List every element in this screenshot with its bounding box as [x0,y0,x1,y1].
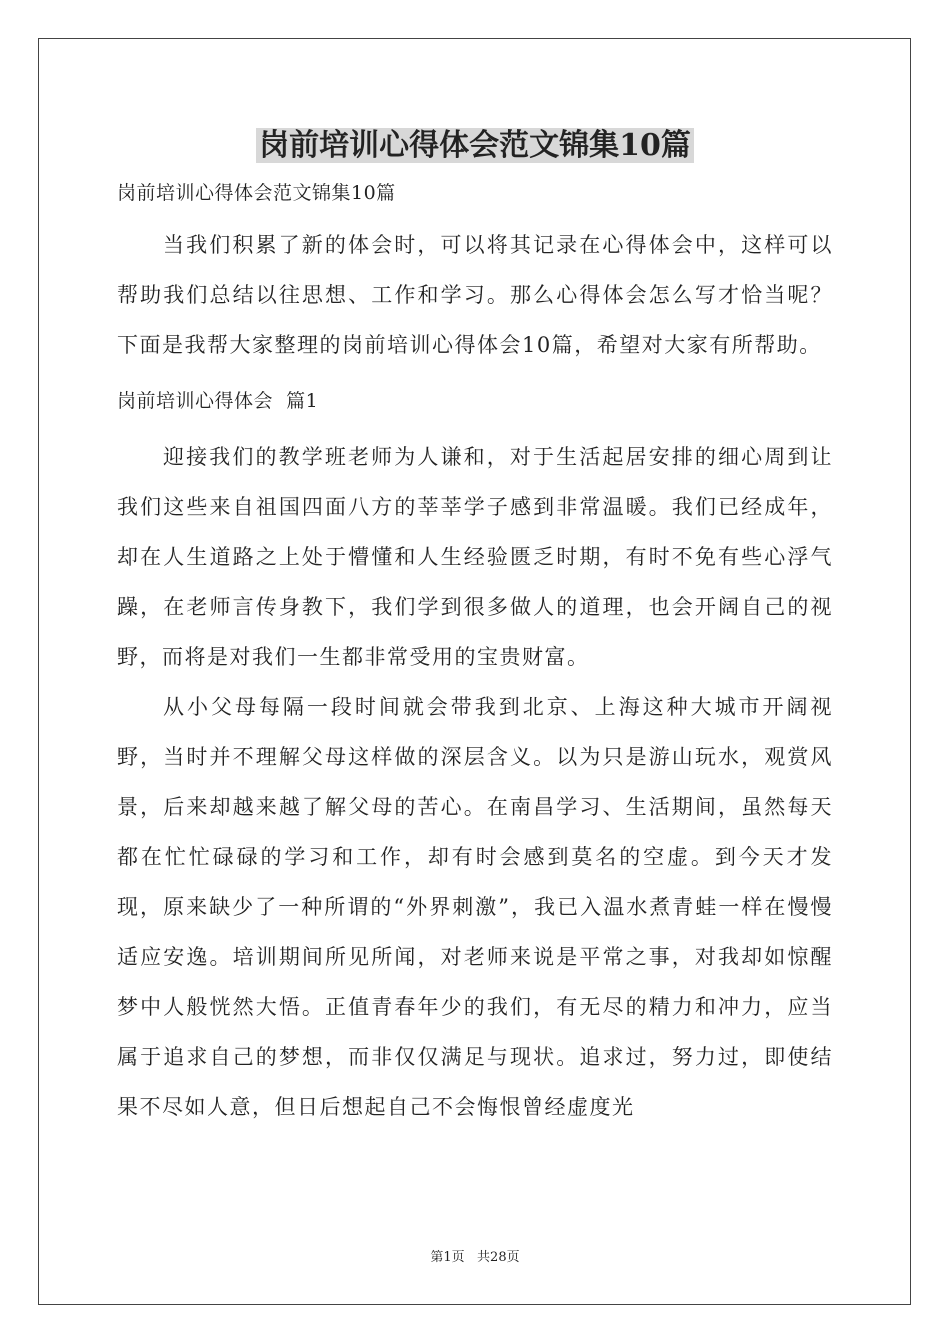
section-heading: 岗前培训心得体会 篇1 [117,390,319,412]
page-footer: 第1页 共28页 [430,1250,520,1265]
document-subtitle: 岗前培训心得体会范文锦集10篇 [117,182,396,204]
document-title-text: 岗前培训心得体会范文锦集10篇 [256,128,694,163]
body-paragraph-1: 迎接我们的教学班老师为人谦和，对于生活起居安排的细心周到让我们这些来自祖国四面八方的莘莘学子感到非常温暖。我们已经成年，却在人生道路之上处于懵懂和人生经验匮乏时期，有时不免有些心浮气躁，在老师言传身教下，我们学到很多做人的道理，也会开阔自己的视野，而将是对我们一生都非常受用的宝贵财富。 [117,445,833,669]
intro-paragraph: 当我们积累了新的体会时，可以将其记录在心得体会中，这样可以帮助我们总结以往思想、工作和学习。那么心得体会怎么写才恰当呢？下面是我帮大家整理的岗前培训心得体会10篇，希望对大家有所帮助。 [117,233,833,357]
body-paragraph-2: 从小父母每隔一段时间就会带我到北京、上海这种大城市开阔视野，当时并不理解父母这样做的深层含义。以为只是游山玩水，观赏风景，后来却越来越了解父母的苦心。在南昌学习、生活期间，虽然每天都在忙忙碌碌的学习和工作，却有时会感到莫名的空虚。到今天才发现，原来缺少了一种所谓的“外界刺激”，我已入温水煮青蛙一样在慢慢适应安逸。培训期间所见所闻，对老师来说是平常之事，对我却如惊醒梦中人般恍然大悟。正值青春年少的我们，有无尽的精力和冲力，应当属于追求自己的梦想，而非仅仅满足与现状。追求过，努力过，即使结果不尽如人意，但日后想起自己不会悔恨曾经虚度光 [117,695,833,1119]
document-title [117,120,833,172]
document-body [117,120,833,1132]
